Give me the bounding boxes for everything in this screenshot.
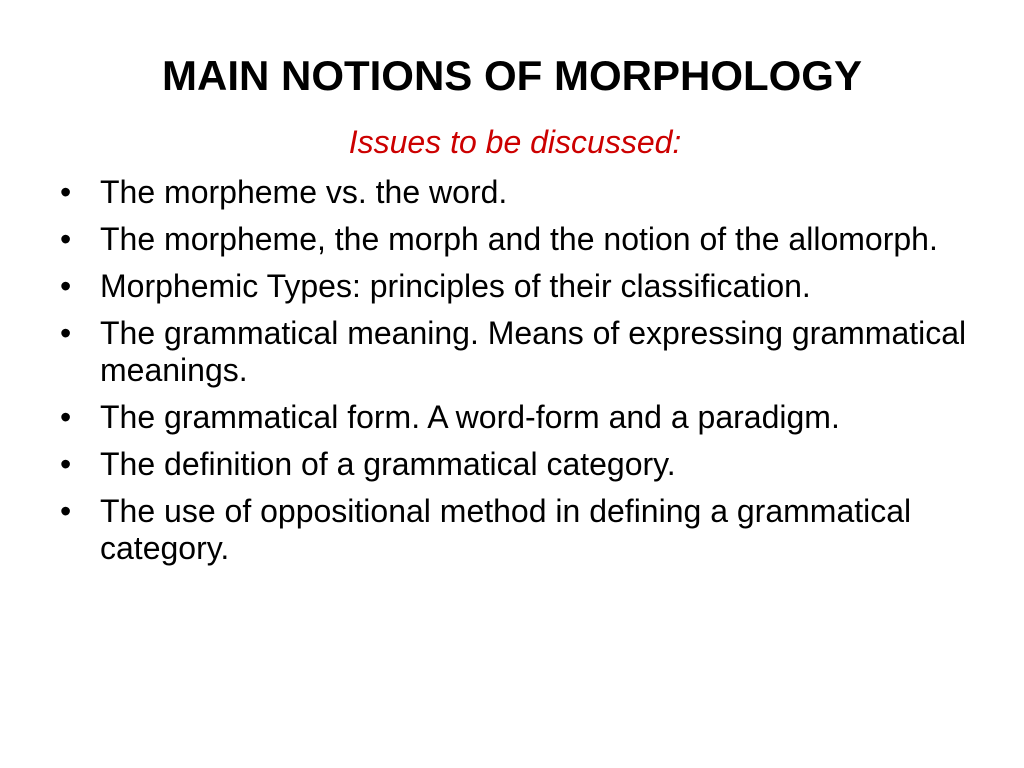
bullet-item [60,174,970,211]
slide-title: MAIN NOTIONS OF MORPHOLOGY [162,52,862,99]
bullet-text: The grammatical form. A word-form and a paradigm. [100,399,840,435]
bullet-icon: • [60,221,72,257]
bullet-icon: • [60,399,72,435]
bullet-icon: • [60,315,72,351]
bullet-icon: • [60,174,72,210]
bullet-item [60,446,970,483]
bullet-text: The use of oppositional method in defining a grammatical category. [100,493,912,566]
bullet-text: The definition of a grammatical category. [100,446,676,482]
bullet-item [60,221,970,258]
bullet-item [60,315,970,389]
bullet-icon: • [60,446,72,482]
bullet-item [60,268,970,305]
bullet-item [60,493,970,567]
bullet-icon: • [60,268,72,304]
slide-subtitle: Issues to be discussed: [348,124,682,160]
bullet-icon: • [60,493,72,529]
bullet-list [60,174,970,577]
bullet-item [60,399,970,436]
bullet-text: The morpheme, the morph and the notion of the allomorph. [100,221,938,257]
bullet-text: Morphemic Types: principles of their classification. [100,268,811,304]
bullet-text: The grammatical meaning. Means of expressing grammatical meanings. [100,315,967,388]
bullet-text: The morpheme vs. the word. [100,174,508,210]
